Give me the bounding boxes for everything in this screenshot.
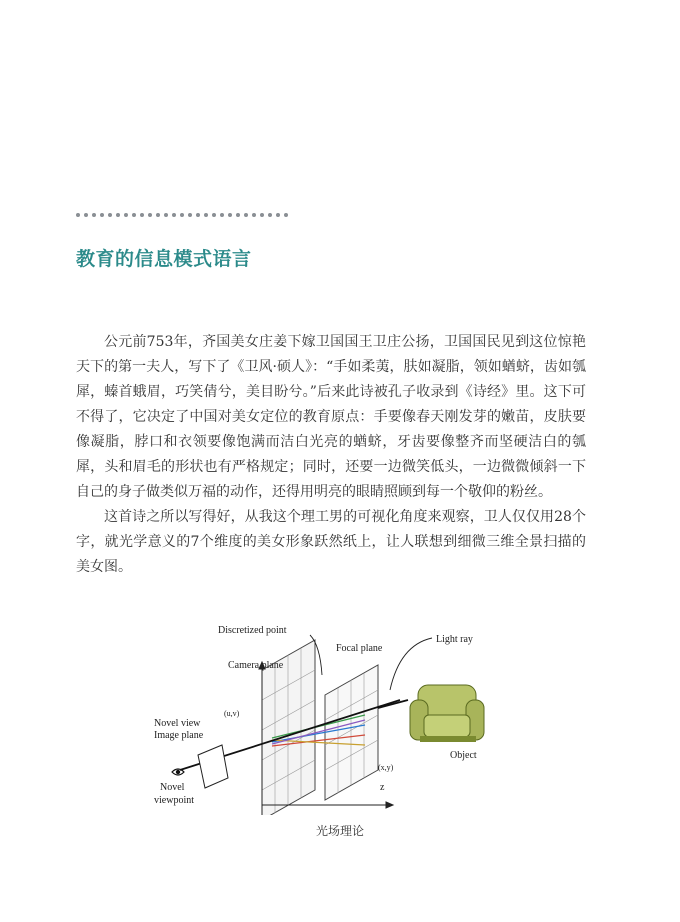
light-field-diagram: [150, 620, 530, 815]
label-image-plane: Image plane: [154, 730, 204, 741]
label-discretized-point: Discretized point: [218, 625, 287, 636]
focal-plane: [325, 665, 378, 800]
light-field-figure: [150, 620, 530, 815]
body-text: [76, 330, 586, 580]
dotted-divider: [76, 213, 288, 217]
section-title: 教育的信息模式语言: [76, 248, 252, 270]
paragraph: 公元前753年，齐国美女庄姜下嫁卫国国王卫庄公扬，卫国国民见到这位惊艳天下的第一夫人，写下了《卫风·硕人》：“手如柔荑，肤如凝脂，领如蝤蛴，齿如瓠犀，螓首蛾眉，巧笑倩兮，美目盼兮。”后来此诗被孔子收录到《诗经》里。这下可不得了，它决定了中国对美女定位的教育原点：手要像春天刚发芽的嫩苗，皮肤要像凝脂，脖口和衣领要像饱满而洁白光亮的蝤蛴，牙齿要像整齐而坚硬洁白的瓠犀，头和眉毛的形状也有严格规定；同时，还要一边微笑低头，一边微微倾斜一下自己的身子做类似万福的动作，还得用明亮的眼睛照顾到每一个敬仰的粉丝。: [76, 334, 586, 500]
label-novel-view: Novel view: [154, 718, 201, 729]
label-object: Object: [450, 750, 477, 761]
label-uv: (u,v): [224, 709, 240, 718]
figure-caption: 光场理论: [315, 824, 364, 838]
novel-view-image-plane: [198, 745, 228, 788]
label-viewpoint: viewpoint: [154, 795, 194, 806]
label-z: z: [380, 782, 385, 793]
label-xy: (x,y): [378, 763, 394, 772]
armchair-icon: [410, 685, 484, 742]
label-camera-plane: Camera plane: [228, 660, 284, 671]
label-novel: Novel: [160, 782, 185, 793]
light-ray-pointer: [390, 638, 432, 690]
label-focal-plane: Focal plane: [336, 643, 383, 654]
paragraph: 这首诗之所以写得好，从我这个理工男的可视化角度来观察，卫人仅仅用28个字，就光学意义的7个维度的美女形象跃然纸上，让人联想到细微三维全景扫描的美女图。: [76, 509, 586, 575]
label-light-ray: Light ray: [436, 634, 473, 645]
viewpoint-eye-icon: [172, 769, 184, 775]
